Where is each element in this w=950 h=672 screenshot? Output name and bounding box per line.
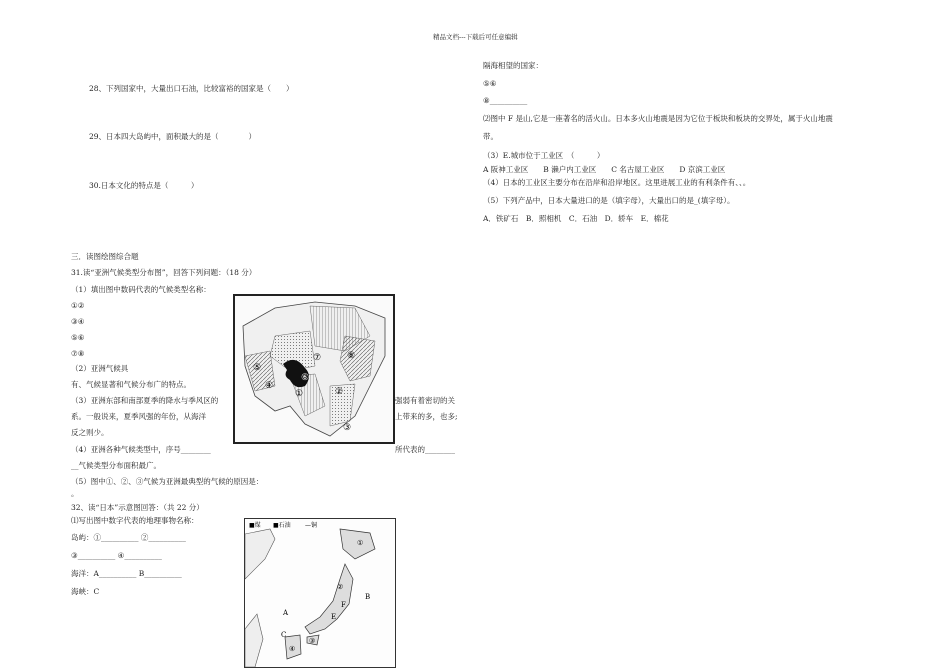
q31-part3b: 系。一般说来，夏季风强的年份，从海洋 — [71, 412, 206, 421]
right-line-7: A 阪神工业区 B 濑户内工业区 C 名古屋工业区 D 京滨工业区 — [483, 165, 726, 174]
q31-part2: （2）亚洲气候具 — [71, 364, 129, 373]
legend-copper: —铜 — [305, 522, 318, 529]
map1-label-1: ① — [295, 389, 304, 399]
asia-climate-map — [233, 294, 395, 444]
legend-coal: ■煤 — [249, 522, 261, 529]
q31-part1: （1）填出图中数码代表的气候类型名称： — [71, 285, 211, 294]
strait-line: 海峡：C — [71, 587, 100, 596]
map2-label-2: ② — [337, 583, 344, 591]
q31-part3: （3）亚洲东部和南部夏季的降水与季风区的 — [71, 396, 219, 405]
right-line-2: ⑤⑥ — [483, 79, 497, 88]
q31-part4-right: 所代表的________ — [395, 445, 455, 454]
right-line-5: 带。 — [483, 132, 498, 141]
japan-map — [244, 518, 396, 668]
right-line-6: （3）E.城市位于工业区 （ ） — [483, 151, 605, 160]
climate-56: ⑤⑥ — [71, 333, 85, 342]
section-3-title: 三．读图绘图综合题 — [71, 252, 139, 261]
q31-part5: （5）图中①、②、③气候为亚洲最典型的气候的原因是： — [71, 477, 264, 486]
map1-label-8: ⑧ — [347, 351, 356, 361]
climate-78: ⑦⑧ — [71, 349, 85, 358]
question-28: 28、下列国家中，大量出口石油，比较富裕的国家是（ ） — [89, 84, 294, 93]
map2-label-4: ④ — [289, 645, 296, 653]
map1-label-2: ② — [335, 387, 344, 397]
map2-label-E: E — [331, 613, 337, 621]
q32-part1: ⑴写出图中数字代表的地理事物名称： — [71, 516, 199, 525]
right-line-3: ⑧__________ — [483, 96, 528, 105]
right-line-4: ⑵图中 F 是山,它是一座著名的活火山。日本多火山地震是因为它位于板块和板块的交界处，属于火山地震 — [483, 114, 833, 123]
page-header: 精品文档---下载后可任意编辑 — [433, 33, 518, 41]
climate-12: ①② — [71, 301, 85, 310]
q31-part4: （4）亚洲各种气候类型中，序号________ — [71, 445, 211, 454]
legend-oil: ■石油 — [273, 522, 291, 529]
q31-part3b-right: 上带来的多，也多; — [395, 412, 458, 421]
question-30: 30.日本文化的特点是（ ） — [89, 181, 199, 190]
map2-label-C: C — [281, 631, 287, 639]
islands-line2: ③__________ ④__________ — [71, 551, 162, 560]
oceans-line: 海洋：A__________ B__________ — [71, 569, 182, 578]
question-32: 32、读“日本”示意图回答：（共 22 分） — [71, 503, 204, 512]
right-line-1: 隔海相望的国家： — [483, 61, 543, 70]
q31-part3-right: 强弱有着密切的关 — [395, 396, 455, 405]
map1-label-7: ⑦ — [313, 353, 322, 363]
q31-dot: 。 — [71, 489, 79, 498]
map1-label-5: ⑤ — [253, 363, 262, 373]
q31-part4b: __气候类型分布面积最广。 — [71, 461, 161, 470]
map2-label-B: B — [365, 593, 371, 601]
right-line-10: A．铁矿石 B．照相机 C．石油 D．轿车 E．棉花 — [483, 214, 669, 223]
map2-label-1: ① — [357, 539, 364, 547]
map2-label-A: A — [283, 609, 289, 617]
map1-label-6: ⑥ — [301, 373, 310, 383]
right-line-8: （4）日本的工业区主要分布在沿岸和沿岸地区。这里进展工业的有利条件有、、。 — [483, 178, 751, 187]
q31-part2b: 有、气候显著和气候分布广的特点。 — [71, 380, 191, 389]
climate-34: ③④ — [71, 317, 85, 326]
japan-map-drawing — [245, 519, 395, 667]
question-31: 31.读“亚洲气候类型分布图”，回答下列问题：（18 分） — [71, 268, 257, 277]
map2-label-F: F — [341, 601, 346, 609]
right-line-9: （5）下列产品中，日本大量进口的是（填字母），大量出口的是_(填字母）。 — [483, 196, 735, 205]
map1-label-4: ④ — [265, 381, 274, 391]
asia-map-drawing — [235, 296, 393, 442]
map2-label-3: ③ — [309, 637, 316, 645]
map1-label-3: ③ — [343, 423, 352, 433]
q31-part3c: 反之则少。 — [71, 428, 109, 437]
question-29: 29、日本四大岛屿中，面积最大的是（ ） — [89, 132, 257, 141]
islands-line1: 岛屿：①__________ ②__________ — [71, 533, 186, 542]
